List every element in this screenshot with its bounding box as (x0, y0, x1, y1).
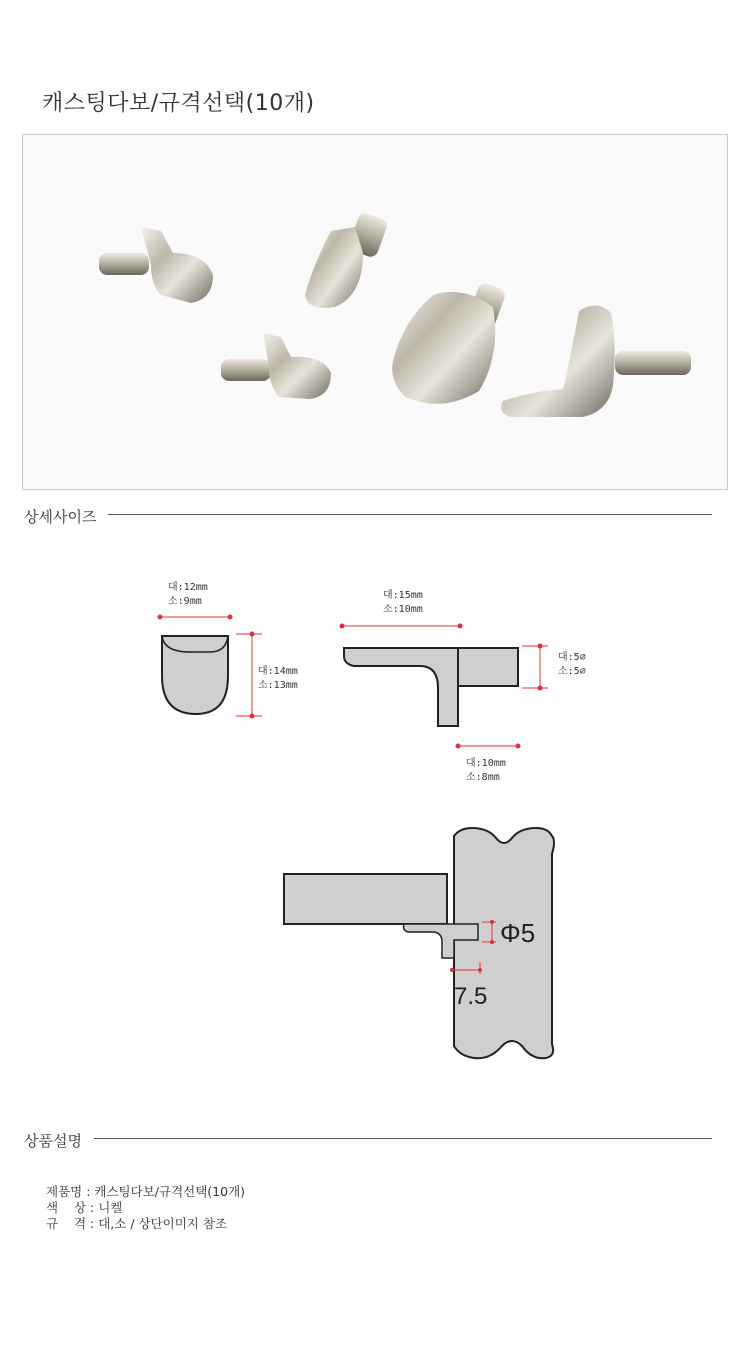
section-divider (94, 1138, 712, 1139)
name-value: 캐스팅다보/규격선택(10개) (94, 1184, 246, 1199)
install-offset-label: 7.5 (454, 983, 488, 1010)
product-info (46, 1184, 245, 1232)
front-view-diagram (158, 580, 298, 719)
side-diameter-small: 소:5⌀ (558, 666, 586, 677)
side-pin-small: 소:8mm (466, 772, 500, 783)
install-diameter-label: Φ5 (500, 918, 536, 948)
side-view-diagram (340, 588, 586, 783)
front-height-large: 대:14mm (258, 666, 298, 677)
front-width-large: 대:12mm (168, 582, 208, 593)
front-height-small: 소:13mm (258, 680, 298, 691)
side-length-small: 소:10mm (383, 604, 423, 615)
color-label: 색 상 (46, 1200, 87, 1215)
info-row-name: 제품명 : 캐스팅다보/규격선택(10개) (46, 1184, 246, 1199)
name-label: 제품명 (46, 1184, 83, 1199)
side-diameter-large: 대:5⌀ (558, 652, 586, 663)
description-section-title: 상품설명 (24, 1132, 82, 1150)
side-length-large: 대:15mm (383, 590, 423, 601)
info-row-spec: 규 격 : 대,소 / 상단이미지 참조 (46, 1216, 227, 1231)
spec-label: 규 격 (46, 1216, 87, 1231)
front-width-small: 소:9mm (168, 596, 202, 607)
size-section-title: 상세사이즈 (24, 508, 97, 526)
info-row-color: 색 상 : 니켈 (46, 1200, 123, 1215)
side-pin-large: 대:10mm (466, 758, 506, 769)
spec-value: 대,소 / 상단이미지 참조 (98, 1216, 227, 1231)
installation-diagram (0, 820, 750, 1070)
product-title: 캐스팅다보/규격선택(10개) (42, 91, 315, 116)
color-value: 니켈 (98, 1200, 123, 1215)
